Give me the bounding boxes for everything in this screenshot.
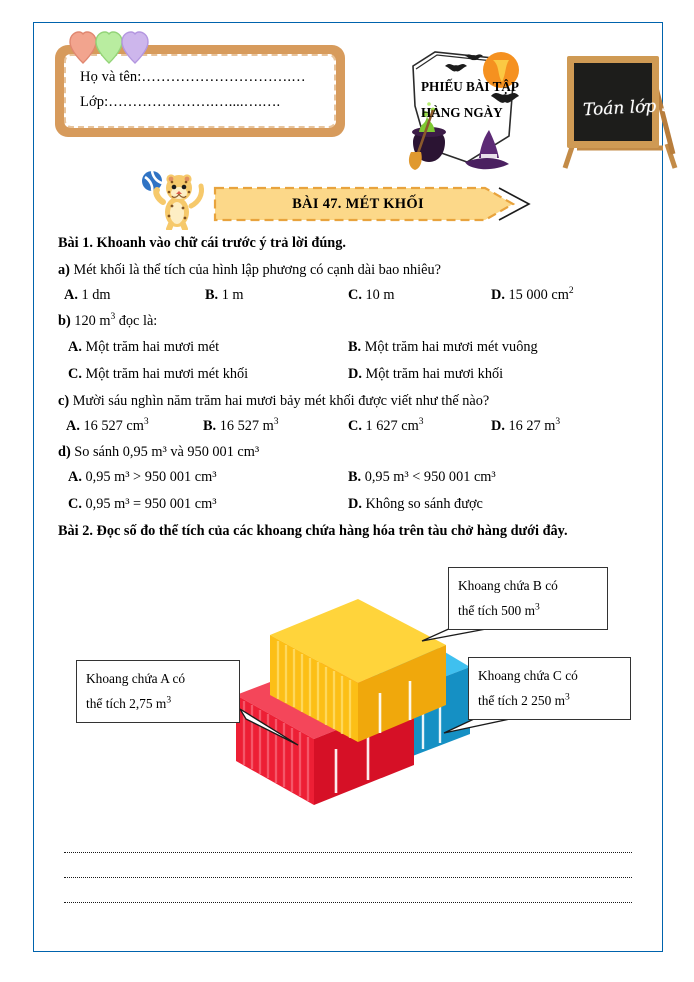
lesson-banner (213, 186, 535, 222)
witch-hat-icon (465, 130, 509, 169)
option-a-D[interactable]: D. 15 000 $cm^2$ (491, 286, 574, 304)
callout-c-line2: thể tích 2 250 $m^3$ (478, 692, 570, 708)
question-b-options-row2 (58, 364, 658, 387)
student-name-line[interactable]: Họ và tên:………………………….… (80, 69, 306, 85)
option-d-C[interactable]: C. 0,95 m³ = 950 001 cm³ (68, 496, 217, 513)
question-d-label: d) (58, 444, 71, 461)
student-class-line[interactable]: Lớp:………………….…....….…. (80, 94, 281, 110)
option-b-A[interactable]: A. Một trăm hai mươi mét (68, 338, 220, 355)
chalkboard (555, 48, 688, 170)
student-info-inner (64, 54, 336, 128)
question-a-stem (58, 260, 658, 281)
answer-line[interactable] (64, 828, 632, 853)
answer-lines (64, 828, 632, 903)
question-b-stem: b) 120 $m^3$ đọc là: (58, 312, 158, 330)
question-c-options (58, 416, 658, 438)
lesson-banner-title: BÀI 47. MÉT KHỐI (292, 195, 424, 212)
question-a-label: a) (58, 261, 70, 278)
option-a-A[interactable]: A. 1 dm (64, 287, 111, 304)
exercise1-heading: Bài 1. Khoanh vào chữ cái trước ý trả lời đúng. (58, 235, 346, 251)
callout-c-line1: Khoang chứa C có (478, 668, 578, 683)
question-d-options-row1 (58, 467, 658, 490)
callout-a-line2: thể tích 2,75 $m^3$ (86, 695, 172, 711)
question-b-label: b) (58, 313, 71, 330)
callout-b-line2: thể tích 500 $m^3$ (458, 602, 540, 618)
question-d-options-row2 (58, 494, 658, 517)
worksheet-header (33, 22, 673, 172)
question-c-stem: c) Mười sáu nghìn năm trăm hai mươi bảy mét khối được viết như thế nào? (58, 392, 490, 409)
callout-b-line1: Khoang chứa B có (458, 578, 558, 593)
option-b-C[interactable]: C. Một trăm hai mươi mét khối (68, 365, 249, 382)
question-d-stem: d) So sánh 0,95 m³ và 950 001 cm³ (58, 444, 260, 461)
option-b-B[interactable]: B. Một trăm hai mươi mét vuông (348, 338, 538, 355)
pointer-a (240, 709, 298, 745)
option-b-D[interactable]: D. Một trăm hai mươi khối (348, 365, 504, 382)
worksheet-content (58, 233, 658, 543)
hearts-decoration (69, 30, 159, 64)
callout-a (76, 660, 240, 723)
option-a-B[interactable]: B. 1 m (205, 287, 244, 304)
option-d-B[interactable]: B. 0,95 m³ < 950 001 cm³ (348, 469, 496, 486)
option-c-A[interactable]: A. 16 527 $cm^3$ (66, 417, 149, 435)
question-a-options (58, 285, 658, 307)
answer-line[interactable] (64, 878, 632, 903)
option-c-B[interactable]: B. 16 527 $m^3$ (203, 417, 279, 435)
callout-b (448, 567, 608, 630)
question-c-label: c) (58, 392, 70, 409)
option-d-A[interactable]: A. 0,95 m³ > 950 001 cm³ (68, 469, 217, 486)
callout-c (468, 657, 631, 720)
cargo-containers-figure (58, 567, 658, 822)
option-d-D[interactable]: D. Không so sánh được (348, 496, 483, 513)
option-c-D[interactable]: D. 16 27 $m^3$ (491, 417, 561, 435)
option-c-C[interactable]: C. 1 627 $cm^3$ (348, 417, 424, 435)
exercise2-heading: Bài 2. Đọc số đo thể tích của các khoang chứa hàng hóa trên tàu chở hàng dưới đây. (58, 523, 568, 540)
question-a-text: Mét khối là thể tích của hình lập phương có cạnh dài bao nhiêu? (73, 261, 441, 278)
cheetah-mascot-icon (139, 168, 211, 230)
question-b-options-row1 (58, 337, 658, 360)
header-title-text: PHIẾU BÀI TẬP HÀNG NGÀY (421, 79, 519, 120)
callout-a-line1: Khoang chứa A có (86, 671, 186, 686)
chalkboard-text: Toán lớp 5 (582, 95, 673, 121)
answer-line[interactable] (64, 853, 632, 878)
option-a-C[interactable]: C. 10 m (348, 287, 395, 304)
header-title-block (405, 44, 550, 174)
